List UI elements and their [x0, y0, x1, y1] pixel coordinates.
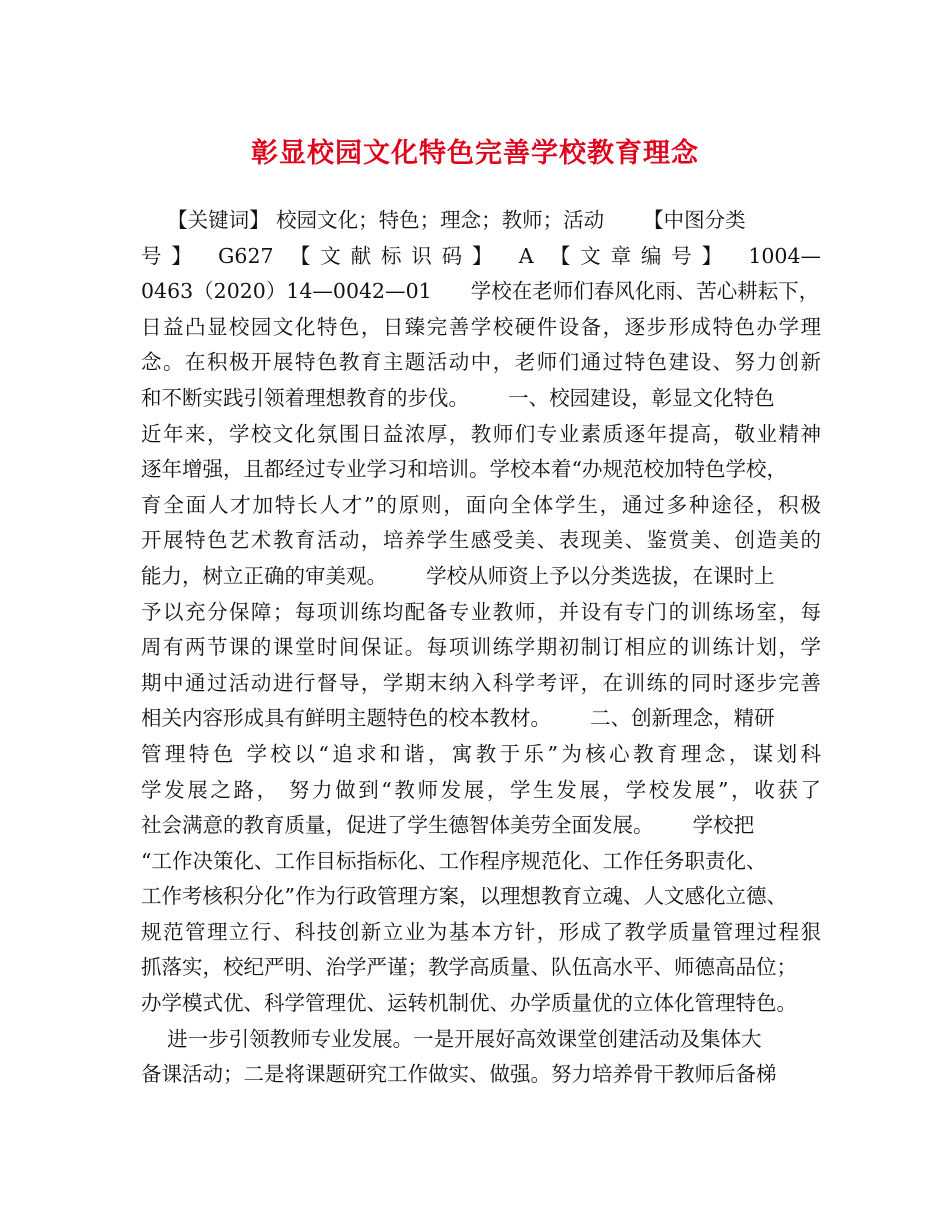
body-line: 抓落实，校纪严明、治学严谨；教学高质量、队伍高水平、师德高品位； [141, 955, 797, 980]
body-line: 予以充分保障；每项训练均配备专业教师，并设有专门的训练场室，每 [141, 599, 821, 624]
body-line: 0463（2020）14—0042—01 学校在老师们春风化雨、苦心耕耘下， [141, 279, 820, 304]
body-line: 管理特色 学校以“追求和谐，寓教于乐”为核心教育理念，谋划科 [141, 741, 821, 766]
body-line: 期中通过活动进行督导，学期末纳入科学考评，在训练的同时逐步完善 [141, 670, 821, 695]
body-line: 逐年增强，且都经过专业学习和培训。学校本着“办规范校加特色学校， [141, 457, 787, 482]
body-line: 工作考核积分化”作为行政管理方案，以理想教育立魂、人文感化立德、 [141, 884, 787, 909]
body-line: 周有两节课的课堂时间保证。每项训练学期初制订相应的训练计划，学 [141, 635, 821, 660]
body-line: 备课活动；二是将课题研究工作做实、做强。努力培养骨干教师后备梯 [141, 1062, 777, 1087]
body-line: 号】 G627 【文献标识码】 A 【文章编号】 1004— [141, 243, 821, 268]
body-line: 学发展之路， 努力做到“教师发展，学生发展，学校发展”，收获了 [141, 777, 821, 802]
document-title: 彰显校园文化特色完善学校教育理念 [251, 138, 699, 169]
body-line: 进一步引领教师专业发展。一是开展好高效课堂创建活动及集体大 [141, 1026, 762, 1051]
body-line: 能力，树立正确的审美观。 学校从师资上予以分类选拔，在课时上 [141, 563, 775, 588]
body-line: 社会满意的教育质量，促进了学生德智体美劳全面发展。 学校把 [141, 813, 755, 838]
body-line: 规范管理立行、科技创新立业为基本方针，形成了教学质量管理过程狠 [141, 919, 821, 944]
body-line: “工作决策化、工作目标指标化、工作程序规范化、工作任务职责化、 [141, 848, 767, 873]
body-line: 【关键词】 校园文化；特色；理念；教师；活动 【中图分类 [141, 208, 746, 232]
body-line: 念。在积极开展特色教育主题活动中，老师们通过特色建设、努力创新 [141, 350, 821, 375]
body-line: 开展特色艺术教育活动，培养学生感受美、表现美、鉴赏美、创造美的 [141, 528, 821, 553]
body-line: 育全面人才加特长人才”的原则，面向全体学生，通过多种途径，积极 [141, 492, 821, 517]
body-line: 近年来，学校文化氛围日益浓厚，教师们专业素质逐年提高，敬业精神 [141, 421, 821, 446]
body-line: 和不断实践引领着理想教育的步伐。 一、校园建设，彰显文化特色 [141, 385, 775, 410]
body-line: 办学模式优、科学管理优、运转机制优、办学质量优的立体化管理特色。 [141, 991, 797, 1016]
body-line: 日益凸显校园文化特色，日臻完善学校硬件设备，逐步形成特色办学理 [141, 314, 821, 339]
document-body [141, 203, 821, 1093]
body-line: 相关内容形成具有鲜明主题特色的校本教材。 二、创新理念，精研 [141, 706, 775, 731]
